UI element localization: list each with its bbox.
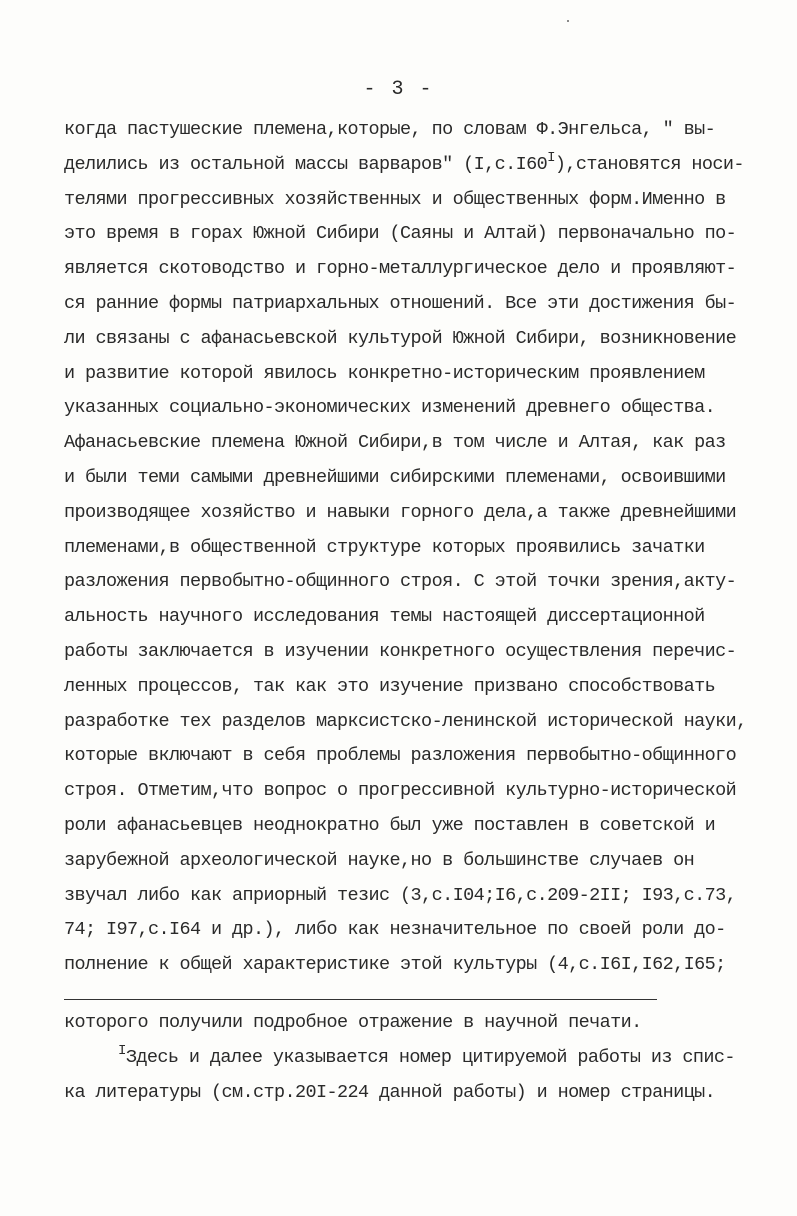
footnote-line-1: которого получили подробное отражение в научной печати. — [64, 1012, 642, 1033]
text-line-3: телями прогрессивных хозяйственных и общественных форм.Именно в — [64, 188, 726, 210]
text-line-2-start: делились из остальной массы варваров" (I,с.I60 — [64, 153, 548, 175]
page-number: - 3 - — [363, 78, 434, 101]
text-line-22: зарубежной археологической науке,но в большинстве случаев он — [64, 849, 695, 871]
text-line-7: ли связаны с афанасьевской культурой Южной Сибири, возникновение — [64, 327, 737, 349]
text-line-12: производящее хозяйство и навыки горного дела,а также древнейшими — [64, 501, 737, 523]
main-text — [64, 113, 764, 983]
footnote-line-2 — [64, 1040, 764, 1075]
text-line-9: указанных социально-экономических изменений древнего общества. — [64, 397, 716, 419]
text-line-5: является скотоводство и горно-металлургическое дело и проявляют- — [64, 258, 737, 280]
footnote-line-3: ка литературы (см.стр.20I-224 данной работы) и номер страницы. — [64, 1082, 716, 1103]
text-line-15: альность научного исследования темы настоящей диссертационной — [64, 606, 705, 628]
text-line-2 — [64, 148, 764, 183]
text-line-2-end: ),становятся носи- — [554, 153, 744, 175]
footnote-block — [64, 1005, 764, 1110]
text-line-6: ся ранние формы патриархальных отношений. Все эти достижения бы- — [64, 292, 737, 314]
footnote-divider — [64, 999, 657, 1000]
text-line-20: строя. Отметим,что вопрос о прогрессивной культурно-исторической — [64, 780, 737, 802]
text-line-8: и развитие которой явилось конкретно-историческим проявлением — [64, 362, 705, 384]
text-line-10: Афанасьевские племена Южной Сибири,в том числе и Алтая, как раз — [64, 432, 726, 454]
text-line-4: это время в горах Южной Сибири (Саяны и Алтай) первоначально по- — [64, 223, 737, 245]
text-line-23: звучал либо как априорный тезис (3,с.I04;I6,с.209-2II; I93,с.73, — [64, 884, 737, 906]
footnote-ref-superscript: I — [547, 149, 555, 166]
text-line-18: разработке тех разделов марксистско-ленинской исторической науки, — [64, 710, 747, 732]
text-line-25: полнение к общей характеристике этой культуры (4,с.I6I,I62,I65; — [64, 954, 726, 976]
footnote-line-2-text: Здесь и далее указывается номер цитируемой работы из спис- — [125, 1047, 735, 1068]
text-line-16: работы заключается в изучении конкретного осуществления перечис- — [64, 640, 737, 662]
text-line-24: 74; I97,с.I64 и др.), либо как незначительное по своей роли до- — [64, 919, 726, 941]
text-line-17: ленных процессов, так как это изучение призвано способствовать — [64, 675, 716, 697]
text-line-14: разложения первобытно-общинного строя. С этой точки зрения,акту- — [64, 571, 737, 593]
footnote-marker: I — [118, 1043, 126, 1059]
text-line-19: которые включают в себя проблемы разложения первобытно-общинного — [64, 745, 737, 767]
text-line-11: и были теми самыми древнейшими сибирскими племенами, освоившими — [64, 466, 726, 488]
text-line-13: племенами,в общественной структуре которых проявились зачатки — [64, 536, 705, 558]
text-line-21: роли афанасьевцев неоднократно был уже поставлен в советской и — [64, 814, 716, 836]
text-line-1: когда пастушеские племена,которые, по словам Ф.Энгельса, " вы- — [64, 119, 716, 140]
scan-speck — [567, 20, 569, 22]
